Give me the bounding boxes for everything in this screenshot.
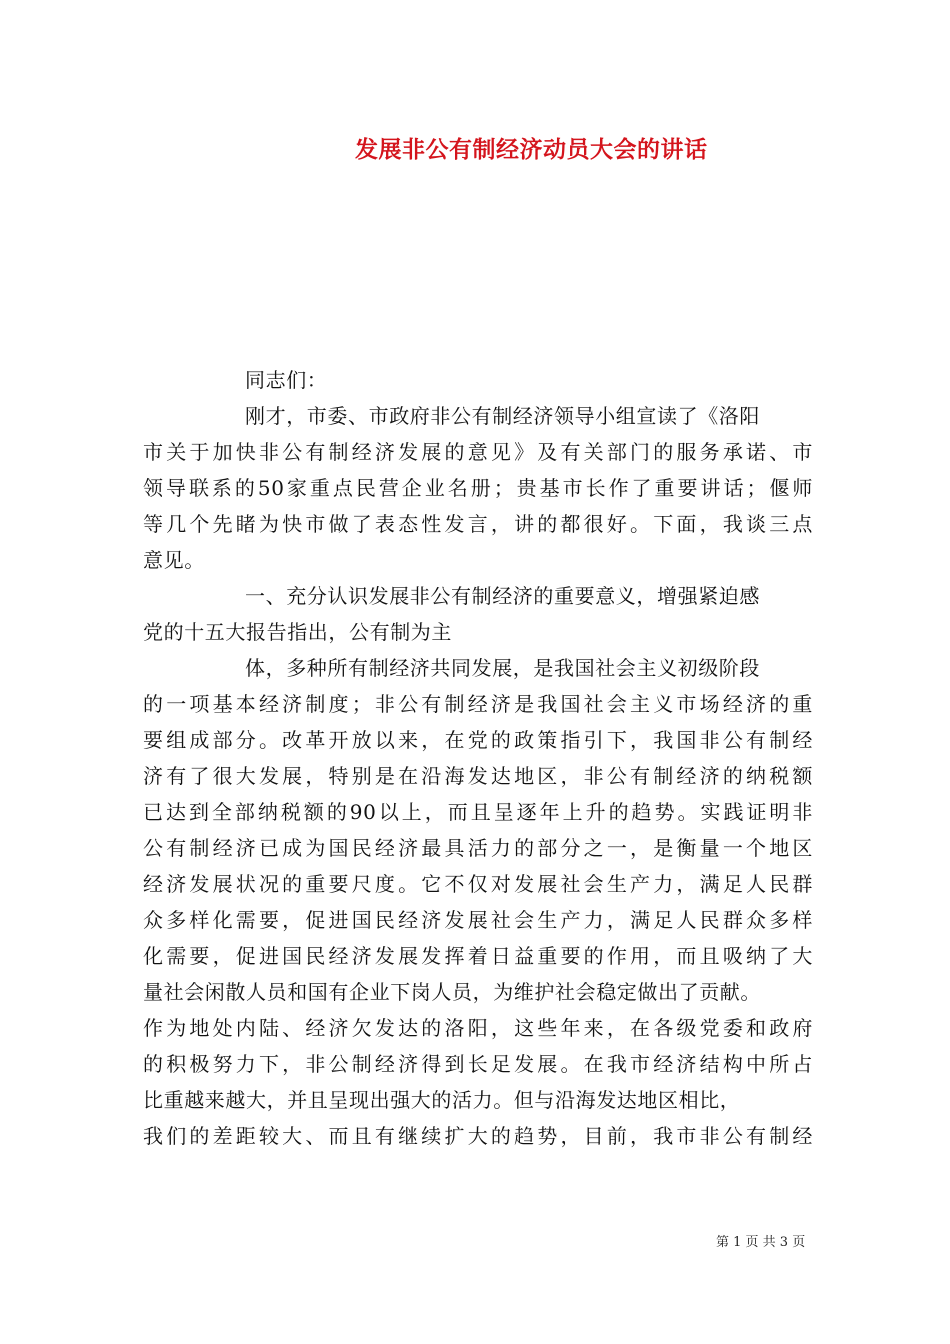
page-number-footer: 第 1 页 共 3 页 (716, 1235, 806, 1250)
body-line: 济有了很大发展，特别是在沿海发达地区，非公有制经济的纳税额 (143, 764, 813, 788)
document-body (143, 362, 813, 1154)
body-line: 化需要，促进国民经济发展发挥着日益重要的作用，而且吸纳了大 (143, 944, 813, 968)
body-line: 党的十五大报告指出，公有制为主 (143, 620, 452, 644)
body-line: 意见。 (143, 548, 205, 572)
body-line: 众多样化需要，促进国民经济发展社会生产力，满足人民群众多样 (143, 908, 813, 932)
body-line: 作为地处内陆、经济欠发达的洛阳，这些年来，在各级党委和政府 (143, 1016, 813, 1040)
body-line: 市关于加快非公有制经济发展的意见》及有关部门的服务承诺、市 (143, 440, 813, 464)
body-line: 的一项基本经济制度；非公有制经济是我国社会主义市场经济的重 (143, 692, 813, 716)
document-title: 发展非公有制经济动员大会的讲话 (355, 136, 708, 163)
section-heading-line: 一、充分认识发展非公有制经济的重要意义，增强紧迫感 (245, 584, 760, 608)
body-line: 的积极努力下，非公制经济得到长足发展。在我市经济结构中所占 (143, 1052, 813, 1076)
body-line: 要组成部分。改革开放以来，在党的政策指引下，我国非公有制经 (143, 728, 813, 752)
body-line: 体，多种所有制经济共同发展，是我国社会主义初级阶段 (245, 656, 760, 680)
body-line: 刚才，市委、市政府非公有制经济领导小组宣读了《洛阳 (245, 404, 760, 428)
body-line: 比重越来越大，并且呈现出强大的活力。但与沿海发达地区相比， (143, 1088, 741, 1112)
body-line: 已达到全部纳税额的90以上，而且呈逐年上升的趋势。实践证明非 (143, 800, 813, 824)
body-line: 经济发展状况的重要尺度。它不仅对发展社会生产力，满足人民群 (143, 872, 813, 896)
salutation-line: 同志们： (245, 368, 328, 392)
body-line: 公有制经济已成为国民经济最具活力的部分之一，是衡量一个地区 (143, 836, 813, 860)
body-line: 领导联系的50家重点民营企业名册；贵基市长作了重要讲话；偃师 (143, 476, 813, 500)
body-line: 我们的差距较大、而且有继续扩大的趋势，目前，我市非公有制经 (143, 1124, 813, 1148)
body-line: 等几个先睹为快市做了表态性发言，讲的都很好。下面，我谈三点 (143, 512, 813, 536)
body-line: 量社会闲散人员和国有企业下岗人员，为维护社会稳定做出了贡献。 (143, 980, 761, 1004)
